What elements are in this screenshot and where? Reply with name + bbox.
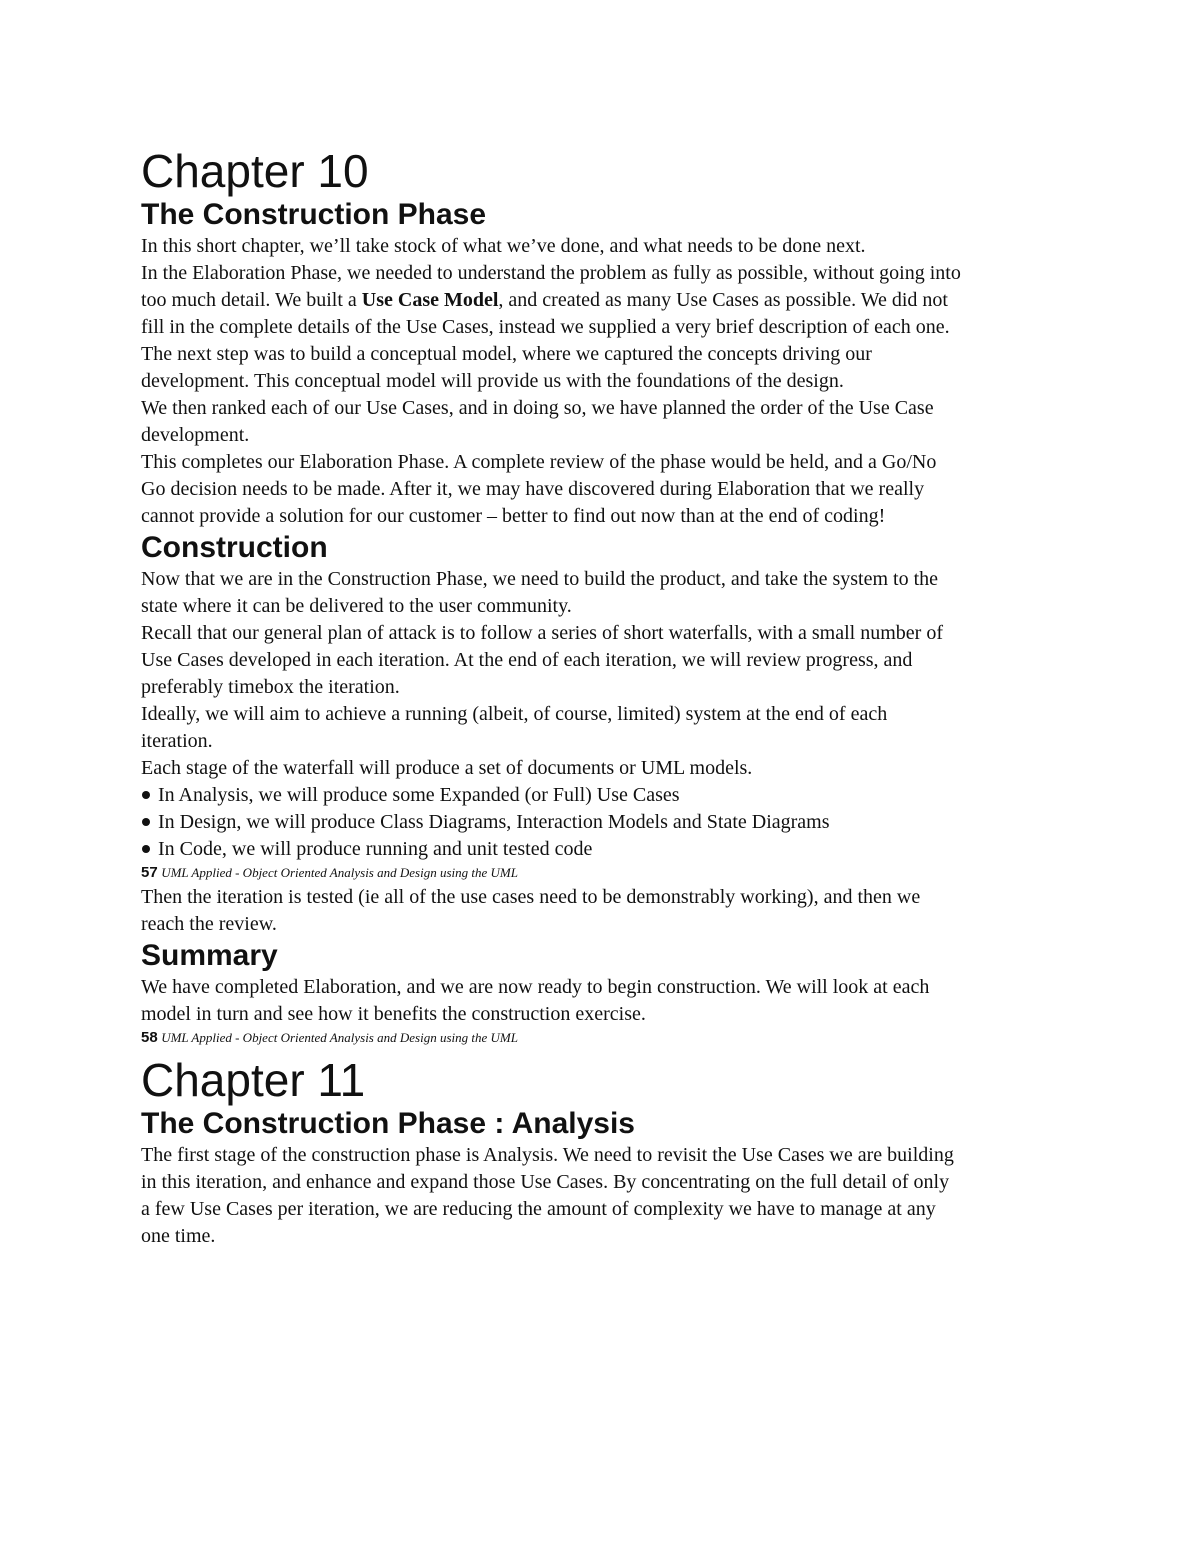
- bullet-icon: [142, 845, 150, 853]
- page-number: 57: [141, 864, 158, 881]
- bullet-text: In Analysis, we will produce some Expanded (or Full) Use Cases: [158, 784, 680, 806]
- bullet-text: In Code, we will produce running and unit tested code: [158, 838, 593, 860]
- conceptual-model-paragraph: The next step was to build a conceptual model, where we captured the concepts driving our development. This conceptual model will provide us with the foundations of the design.: [141, 343, 872, 392]
- intro-paragraph: In this short chapter, we’ll take stock of what we’ve done, and what needs to be done next.: [141, 235, 866, 257]
- page-footer-58: [141, 1028, 961, 1049]
- chapter-11-title: Chapter 11: [141, 1054, 366, 1106]
- chapter-11-subtitle: The Construction Phase : Analysis: [141, 1107, 635, 1140]
- construction-heading: Construction: [141, 531, 328, 564]
- elaboration-text-end: , and created as many Use Cases as possible. We did not fill in the complete details of the Use Cases, instead we supplied a very brief description of each one.: [141, 289, 950, 338]
- page-footer-57: [141, 863, 961, 884]
- chapter-10-title: Chapter 10: [141, 145, 369, 197]
- chapter-10-subtitle: The Construction Phase: [141, 198, 487, 231]
- bullet-item: [141, 809, 961, 836]
- bullet-icon: [142, 791, 150, 799]
- construction-paragraph-1: Now that we are in the Construction Phase, we need to build the product, and take the system to the state where it can be delivered to the user community.: [141, 568, 939, 617]
- document-page: [141, 140, 961, 1250]
- construction-paragraph-2: Recall that our general plan of attack is to follow a series of short waterfalls, with a small number of Use Cases developed in each iteration. At the end of each iteration, we will review progress, and preferably timebox the iteration.: [141, 622, 943, 698]
- book-title-footer: UML Applied - Object Oriented Analysis and Design using the UML: [161, 1030, 518, 1045]
- elaboration-paragraph: [141, 260, 961, 341]
- bullet-icon: [142, 818, 150, 826]
- use-case-model-term: Use Case Model: [361, 289, 499, 311]
- summary-heading: Summary: [141, 939, 278, 972]
- bullet-text: In Design, we will produce Class Diagrams, Interaction Models and State Diagrams: [158, 811, 830, 833]
- construction-paragraph-3: Ideally, we will aim to achieve a running (albeit, of course, limited) system at the end of each iteration.: [141, 703, 888, 752]
- summary-paragraph: We have completed Elaboration, and we are now ready to begin construction. We will look at each model in turn and see how it benefits the construction exercise.: [141, 976, 930, 1025]
- bullet-item: [141, 836, 961, 863]
- book-title-footer: UML Applied - Object Oriented Analysis and Design using the UML: [161, 865, 518, 880]
- analysis-paragraph: The first stage of the construction phase is Analysis. We need to revisit the Use Cases we are building in this iteration, and enhance and expand those Use Cases. By concentrating on the full detail of only a few Use Cases per iteration, we are reducing the amount of complexity we have to manage at any one time.: [141, 1144, 954, 1247]
- bullet-item: [141, 782, 961, 809]
- construction-paragraph-4: Each stage of the waterfall will produce a set of documents or UML models.: [141, 757, 753, 779]
- iteration-tested-paragraph: Then the iteration is tested (ie all of the use cases need to be demonstrably working), and then we reach the review.: [141, 886, 921, 935]
- elaboration-text-start: In the Elaboration Phase, we needed to understand the problem as fully as possible, without going into too much detail. We built a: [141, 262, 961, 311]
- ranking-paragraph: We then ranked each of our Use Cases, and in doing so, we have planned the order of the Use Case development.: [141, 397, 934, 446]
- review-paragraph: This completes our Elaboration Phase. A complete review of the phase would be held, and a Go/No Go decision needs to be made. After it, we may have discovered during Elaboration that we really cannot provide a solution for our customer – better to find out now than at the end of coding!: [141, 451, 937, 527]
- page-number: 58: [141, 1029, 158, 1046]
